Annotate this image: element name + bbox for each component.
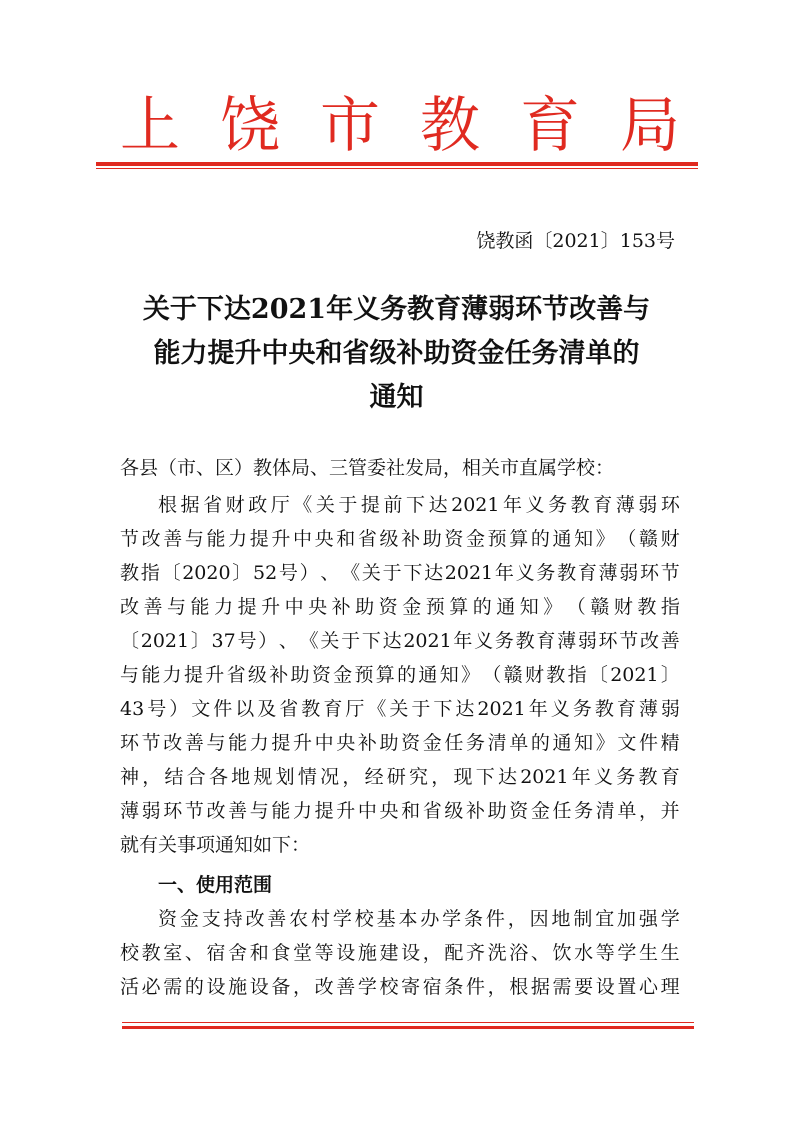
- paragraph-line: 根 据 省 财 政 厅 《 关 于 提 前 下 达 2021 年 义 务 教 育 薄 弱 环: [158, 494, 680, 516]
- header-char: 市: [320, 91, 380, 161]
- title-line: 关于下达2021年义务教育薄弱环节改善与: [142, 294, 651, 325]
- paragraph-line: 资 金 支 持 改 善 农 村 学 校 基 本 办 学 条 件 ， 因 地 制 宜 加 强 学: [158, 908, 680, 930]
- paragraph-line: 与 能 力 提 升 省 级 补 助 资 金 预 算 的 通 知 》 （ 赣 财 教 指 〔 2021 〕: [120, 664, 680, 686]
- paragraph-line: 环 节 改 善 与 能 力 提 升 中 央 补 助 资 金 任 务 清 单 的 通 知 》 文 件 精: [120, 732, 680, 754]
- footer-divider-thick: [122, 1026, 694, 1029]
- paragraph-line: 〔 2021 〕 37 号 ） 、 《 关 于 下 达 2021 年 义 务 教 育 薄 弱 环 节 改 善: [120, 630, 680, 652]
- paragraph-line: 薄 弱 环 节 改 善 与 能 力 提 升 中 央 和 省 级 补 助 资 金 任 务 清 单 ， 并: [120, 800, 680, 822]
- paragraph-line: 教 指 〔 2020 〕 52 号 ） 、 《 关 于 下 达 2021 年 义 务 教 育 薄 弱 环 节: [120, 562, 680, 584]
- section-heading-1: 一、使用范围: [158, 874, 273, 896]
- body-paragraph-1: [120, 488, 680, 862]
- header-char: 饶: [220, 91, 280, 161]
- paragraph-line: 校 教 室 、 宿 舍 和 食 堂 等 设 施 建 设 ， 配 齐 洗 浴 、 饮 水 等 学 生 生: [120, 942, 680, 964]
- document-number: 饶教函〔2021〕153号: [476, 230, 675, 252]
- header-char: 育: [520, 91, 580, 161]
- salutation: 各县（市、区）教体局、三管委社发局，相关市直属学校：: [120, 457, 615, 479]
- paragraph-line: 改 善 与 能 力 提 升 中 央 补 助 资 金 预 算 的 通 知 》 （ 赣 财 教 指: [120, 596, 680, 618]
- title-line: 能力提升中央和省级补助资金任务清单的: [153, 338, 640, 369]
- paragraph-line: 活 必 需 的 设 施 设 备 ， 改 善 学 校 寄 宿 条 件 ， 根 据 需 要 设 置 心 理: [120, 976, 680, 998]
- header-divider-thin: [96, 168, 698, 169]
- paragraph-line: 神 ， 结 合 各 地 规 划 情 况 ， 经 研 究 ， 现 下 达 2021 年 义 务 教 育: [120, 766, 680, 788]
- header-char: 上: [120, 91, 180, 161]
- header-divider-thick: [96, 162, 698, 166]
- footer-divider-thin: [122, 1022, 694, 1023]
- paragraph-line: 就有关事项通知如下：: [120, 834, 311, 856]
- header-char: 局: [620, 91, 680, 161]
- document-title: [110, 288, 683, 420]
- header-char: 教: [420, 91, 480, 161]
- paragraph-line: 节 改 善 与 能 力 提 升 中 央 和 省 级 补 助 资 金 预 算 的 通 知 》 （ 赣 财: [120, 528, 680, 550]
- title-line: 通知: [369, 382, 424, 413]
- paragraph-line: 43 号 ） 文 件 以 及 省 教 育 厅 《 关 于 下 达 2021 年 义 务 教 育 薄 弱: [120, 698, 680, 720]
- issuing-authority-header: [120, 92, 680, 160]
- body-paragraph-2: [120, 902, 680, 1004]
